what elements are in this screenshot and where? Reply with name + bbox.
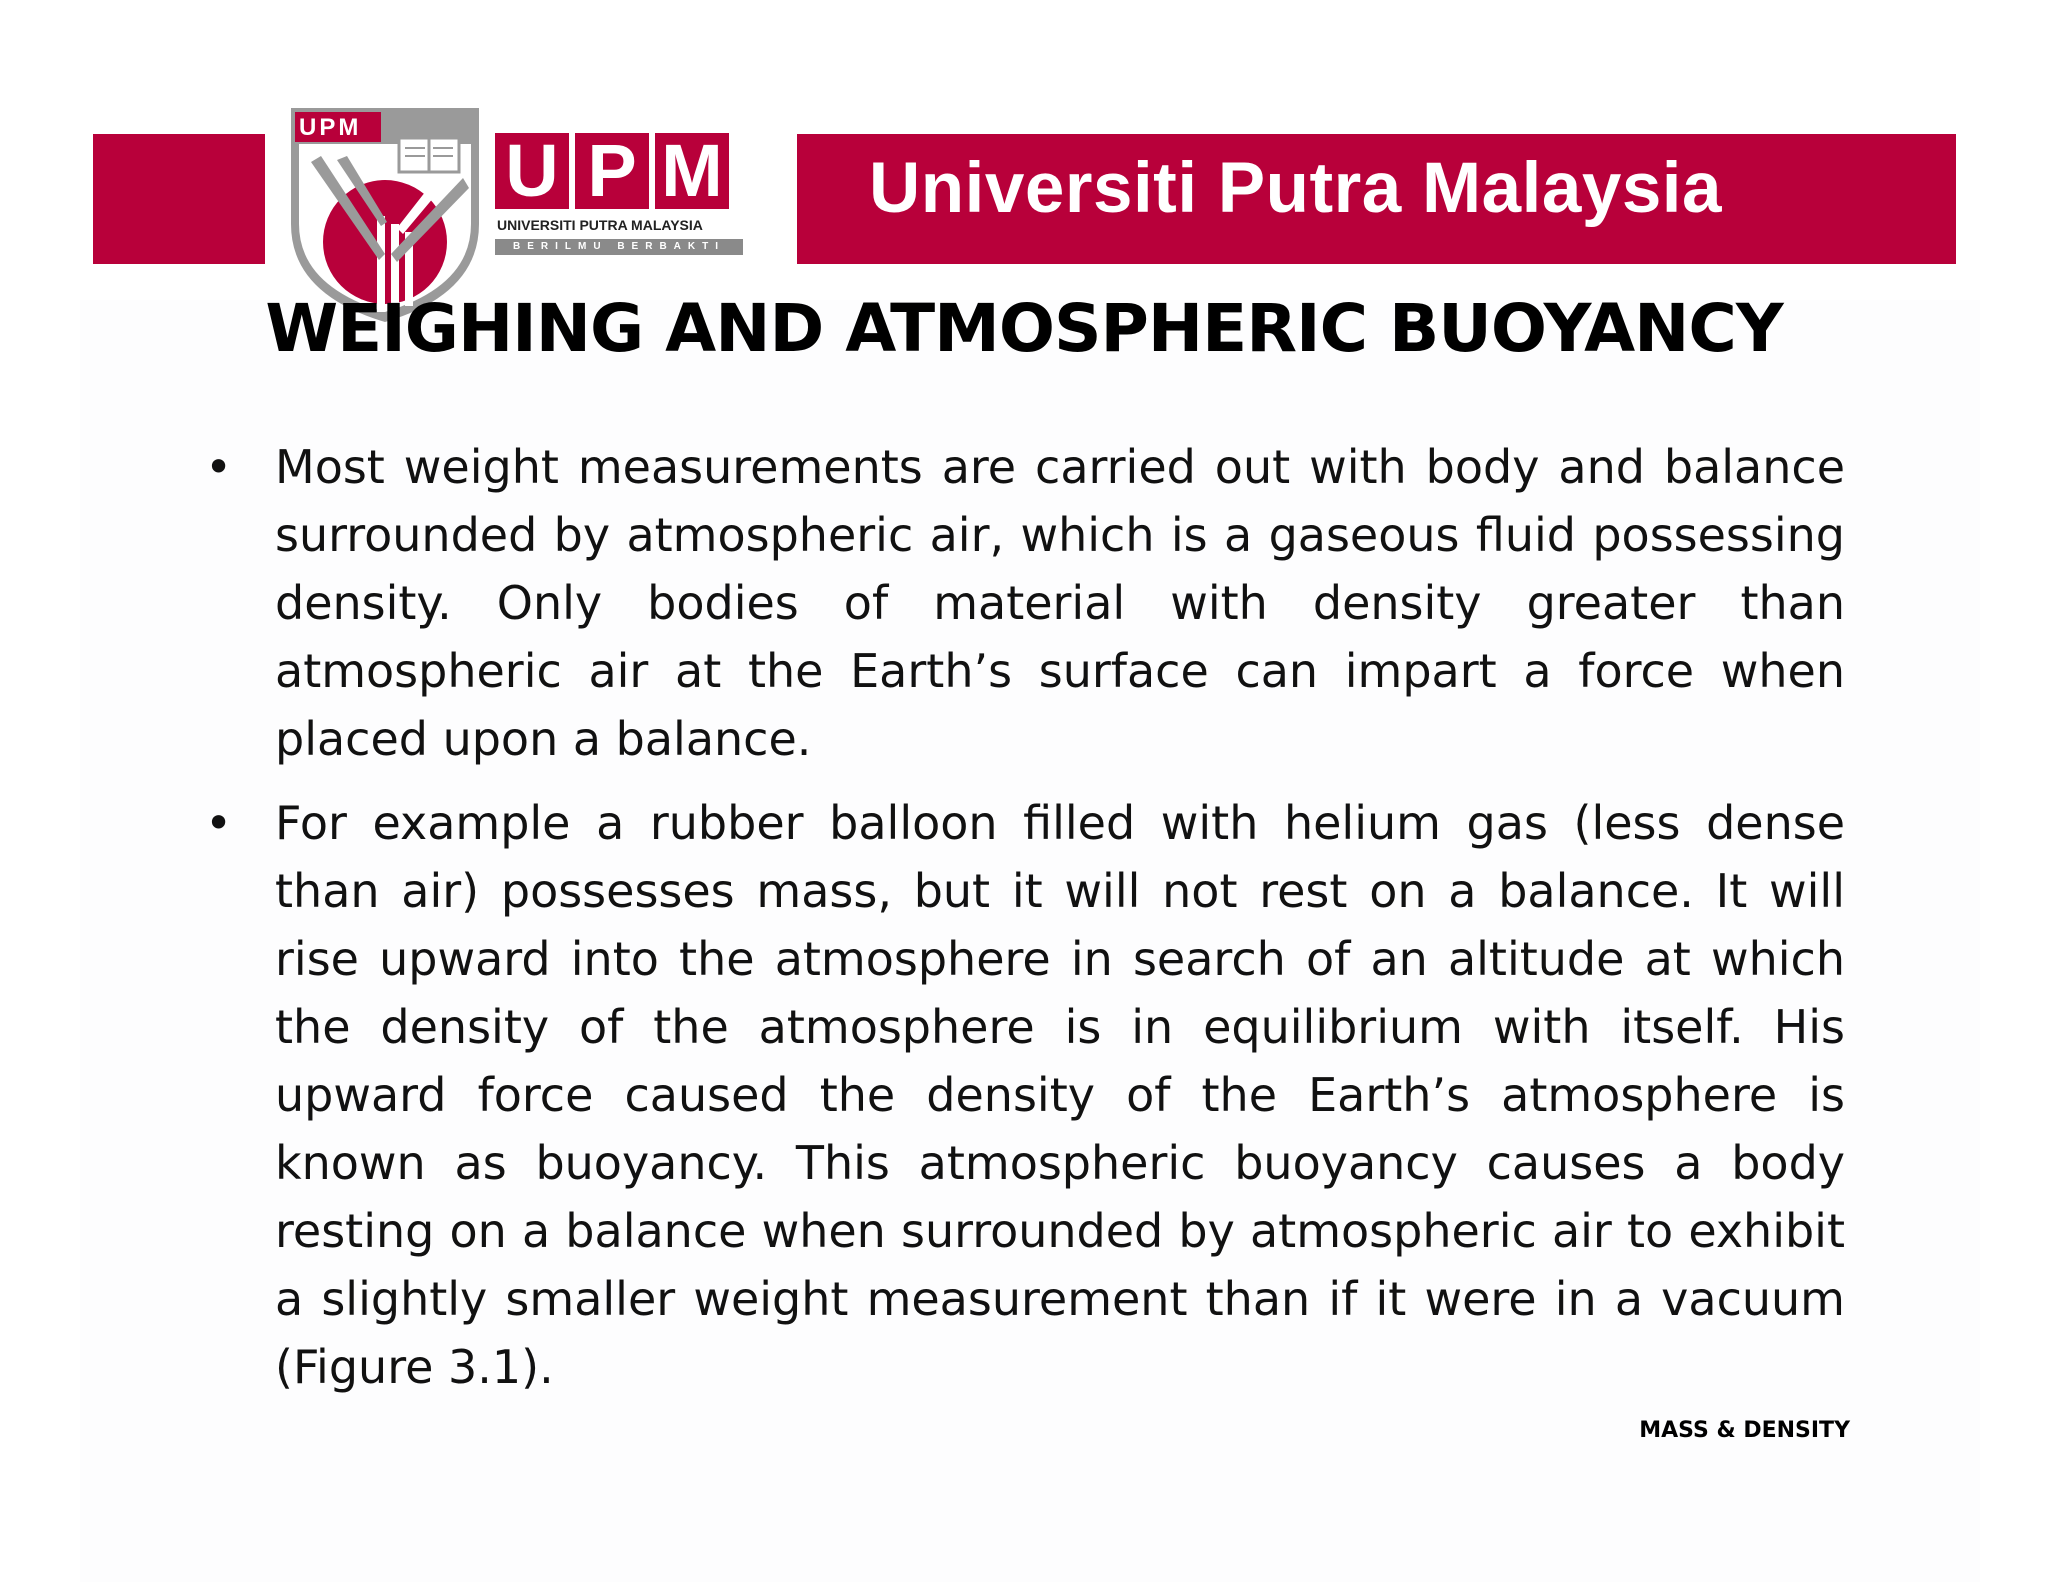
- header-banner: [797, 134, 1956, 264]
- crest-label: UPM: [299, 114, 362, 141]
- wordmark-letter-m: M: [655, 133, 729, 209]
- wordmark-motto: BERILMU BERBAKTI: [495, 239, 743, 255]
- wordmark-letter-u: U: [495, 133, 569, 209]
- bullet-item: [195, 789, 1845, 1401]
- wordmark-university-name: UNIVERSITI PUTRA MALAYSIA: [497, 217, 703, 233]
- slide-footer-label: MASS & DENSITY: [1639, 1418, 1850, 1443]
- slide-title: WEIGHING AND ATMOSPHERIC BUOYANCY: [265, 290, 1783, 367]
- wordmark-letters: [495, 129, 745, 212]
- bullet-list: [195, 433, 1845, 1417]
- header-bar-left: [93, 134, 265, 264]
- banner-text: Universiti Putra Malaysia: [869, 149, 1723, 228]
- wordmark-letter-p: P: [575, 133, 649, 209]
- bullet-text: Most weight measurements are carried out with body and balance surrounded by atmospheric air, which is a gaseous fluid possessing density. Only bodies of material with density greater than atmospheric air at the Earth’s surface can impart a force when placed upon a balance.: [275, 440, 1845, 766]
- bullet-marker: •: [205, 796, 233, 850]
- upm-wordmark-logo: [495, 129, 745, 267]
- bullet-item: [195, 433, 1845, 773]
- bullet-marker: •: [205, 440, 233, 494]
- bullet-text: For example a rubber balloon filled with helium gas (less dense than air) possesses mass, but it will not rest on a balance. It will rise upward into the atmosphere in search of an altitude at which the density of the atmosphere is in equilibrium with itself. His upward force caused the density of the Earth’s atmosphere is known as buoyancy. This atmospheric buoyancy causes a body resting on a balance when surrounded by atmospheric air to exhibit a slightly smaller weight measurement than if it were in a vacuum (Figure 3.1).: [275, 796, 1845, 1394]
